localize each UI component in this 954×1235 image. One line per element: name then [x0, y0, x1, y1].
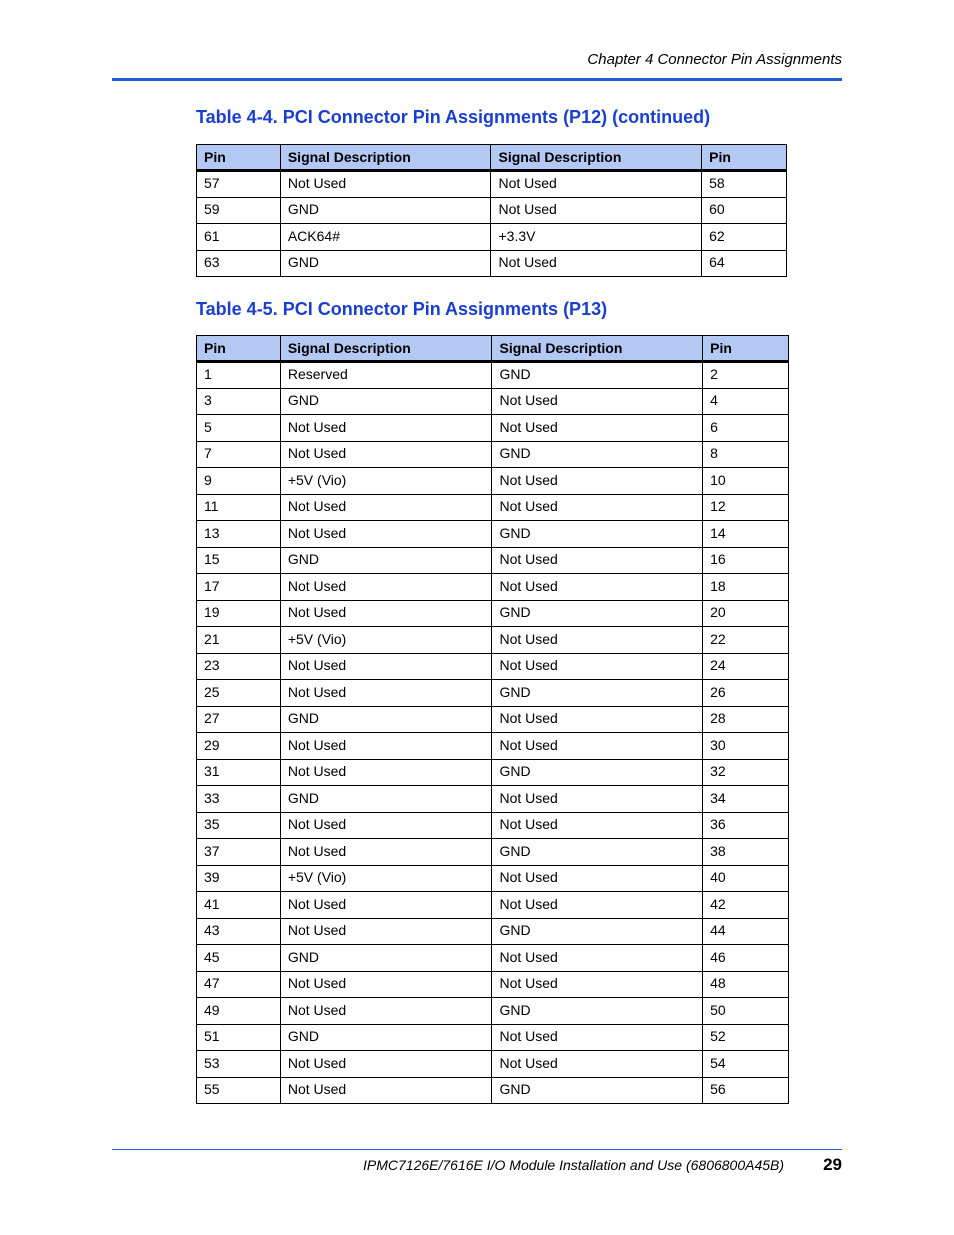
- pin-cell: 23: [197, 653, 281, 680]
- table-row: [197, 892, 789, 919]
- signal-description-cell: GND: [280, 1024, 492, 1051]
- pin-cell: 34: [703, 786, 789, 813]
- pin-cell: 10: [703, 468, 789, 495]
- signal-description-cell: Not Used: [491, 250, 702, 277]
- table-row: [197, 494, 789, 521]
- table-4-5-body: [197, 362, 789, 1104]
- signal-description-cell: Not Used: [492, 468, 703, 495]
- signal-description-cell: Not Used: [492, 1024, 703, 1051]
- pin-cell: 37: [197, 839, 281, 866]
- table-row: [197, 680, 789, 707]
- table-row: [197, 786, 789, 813]
- pin-cell: 52: [703, 1024, 789, 1051]
- pin-cell: 40: [703, 865, 789, 892]
- signal-description-cell: Not Used: [492, 892, 703, 919]
- column-header-pin: Pin: [702, 145, 787, 171]
- column-header-signal-description: Signal Description: [280, 336, 492, 362]
- pin-cell: 61: [197, 224, 281, 251]
- pin-cell: 63: [197, 250, 281, 277]
- table-row: [197, 388, 789, 415]
- signal-description-cell: GND: [280, 547, 492, 574]
- pin-cell: 51: [197, 1024, 281, 1051]
- column-header-pin: Pin: [703, 336, 789, 362]
- column-header-signal-description: Signal Description: [491, 145, 702, 171]
- pin-cell: 39: [197, 865, 281, 892]
- pin-cell: 62: [702, 224, 787, 251]
- pin-cell: 55: [197, 1077, 281, 1104]
- running-head: Chapter 4 Connector Pin Assignments: [587, 51, 842, 68]
- pin-cell: 43: [197, 918, 281, 945]
- signal-description-cell: Not Used: [492, 1051, 703, 1078]
- pin-cell: 31: [197, 759, 281, 786]
- header-rule: [112, 78, 842, 81]
- signal-description-cell: Not Used: [280, 521, 492, 548]
- pin-cell: 64: [702, 250, 787, 277]
- table-row: [197, 839, 789, 866]
- table-4-4-title: Table 4-4. PCI Connector Pin Assignments (P12) (continued): [196, 107, 711, 127]
- signal-description-cell: Not Used: [280, 574, 492, 601]
- pin-cell: 49: [197, 998, 281, 1025]
- signal-description-cell: Not Used: [492, 786, 703, 813]
- signal-description-cell: GND: [492, 680, 703, 707]
- signal-description-cell: Not Used: [280, 812, 492, 839]
- pin-cell: 2: [703, 362, 789, 389]
- signal-description-cell: +3.3V: [491, 224, 702, 251]
- table-4-5: [196, 335, 789, 1104]
- signal-description-cell: Not Used: [280, 653, 492, 680]
- pin-cell: 50: [703, 998, 789, 1025]
- column-header-signal-description: Signal Description: [492, 336, 703, 362]
- pin-cell: 1: [197, 362, 281, 389]
- pin-cell: 48: [703, 971, 789, 998]
- pin-cell: 33: [197, 786, 281, 813]
- pin-cell: 57: [197, 171, 281, 198]
- signal-description-cell: Not Used: [492, 415, 703, 442]
- pin-cell: 4: [703, 388, 789, 415]
- table-4-4: [196, 144, 787, 277]
- pin-cell: 53: [197, 1051, 281, 1078]
- column-header-pin: Pin: [197, 336, 281, 362]
- pin-cell: 13: [197, 521, 281, 548]
- table-row: [197, 468, 789, 495]
- signal-description-cell: Not Used: [492, 547, 703, 574]
- pin-cell: 12: [703, 494, 789, 521]
- signal-description-cell: +5V (Vio): [280, 865, 492, 892]
- signal-description-cell: GND: [492, 839, 703, 866]
- pin-cell: 11: [197, 494, 281, 521]
- signal-description-cell: Not Used: [492, 653, 703, 680]
- pin-cell: 30: [703, 733, 789, 760]
- pin-cell: 25: [197, 680, 281, 707]
- signal-description-cell: Not Used: [280, 441, 492, 468]
- pin-cell: 15: [197, 547, 281, 574]
- table-row: [197, 653, 789, 680]
- table-row: [197, 706, 789, 733]
- pin-cell: 42: [703, 892, 789, 919]
- pin-cell: 47: [197, 971, 281, 998]
- signal-description-cell: GND: [492, 441, 703, 468]
- signal-description-cell: Not Used: [280, 171, 491, 198]
- signal-description-cell: GND: [492, 1077, 703, 1104]
- table-row: [197, 1051, 789, 1078]
- table-row: [197, 362, 789, 389]
- table-row: [197, 600, 789, 627]
- pin-cell: 60: [702, 197, 787, 224]
- pin-cell: 44: [703, 918, 789, 945]
- signal-description-cell: Not Used: [492, 812, 703, 839]
- signal-description-cell: Not Used: [492, 945, 703, 972]
- table-row: [197, 998, 789, 1025]
- table-row: [197, 197, 787, 224]
- pin-cell: 6: [703, 415, 789, 442]
- signal-description-cell: Not Used: [280, 415, 492, 442]
- signal-description-cell: Reserved: [280, 362, 492, 389]
- pin-cell: 17: [197, 574, 281, 601]
- signal-description-cell: Not Used: [280, 892, 492, 919]
- column-header-pin: Pin: [197, 145, 281, 171]
- table-header-row: [197, 336, 789, 362]
- pin-cell: 56: [703, 1077, 789, 1104]
- signal-description-cell: Not Used: [280, 839, 492, 866]
- signal-description-cell: +5V (Vio): [280, 468, 492, 495]
- column-header-signal-description: Signal Description: [280, 145, 491, 171]
- table-row: [197, 759, 789, 786]
- table-row: [197, 865, 789, 892]
- signal-description-cell: Not Used: [280, 971, 492, 998]
- page-number: 29: [823, 1155, 842, 1174]
- table-header-row: [197, 145, 787, 171]
- pin-cell: 41: [197, 892, 281, 919]
- signal-description-cell: Not Used: [492, 971, 703, 998]
- pin-cell: 22: [703, 627, 789, 654]
- pin-cell: 24: [703, 653, 789, 680]
- table-row: [197, 627, 789, 654]
- pin-cell: 46: [703, 945, 789, 972]
- pin-cell: 9: [197, 468, 281, 495]
- pin-cell: 20: [703, 600, 789, 627]
- table-row: [197, 224, 787, 251]
- pin-cell: 5: [197, 415, 281, 442]
- signal-description-cell: Not Used: [491, 171, 702, 198]
- signal-description-cell: Not Used: [280, 494, 492, 521]
- signal-description-cell: Not Used: [491, 197, 702, 224]
- signal-description-cell: Not Used: [280, 1051, 492, 1078]
- signal-description-cell: Not Used: [280, 600, 492, 627]
- signal-description-cell: Not Used: [280, 759, 492, 786]
- table-row: [197, 521, 789, 548]
- signal-description-cell: Not Used: [280, 918, 492, 945]
- table-row: [197, 441, 789, 468]
- table-row: [197, 945, 789, 972]
- pin-cell: 16: [703, 547, 789, 574]
- pin-cell: 58: [702, 171, 787, 198]
- pin-cell: 7: [197, 441, 281, 468]
- signal-description-cell: GND: [280, 388, 492, 415]
- pin-cell: 35: [197, 812, 281, 839]
- signal-description-cell: Not Used: [492, 706, 703, 733]
- pin-cell: 29: [197, 733, 281, 760]
- signal-description-cell: GND: [280, 786, 492, 813]
- table-row: [197, 547, 789, 574]
- table-row: [197, 812, 789, 839]
- table-row: [197, 1024, 789, 1051]
- pin-cell: 54: [703, 1051, 789, 1078]
- table-row: [197, 415, 789, 442]
- table-row: [197, 574, 789, 601]
- signal-description-cell: GND: [280, 250, 491, 277]
- table-row: [197, 733, 789, 760]
- signal-description-cell: GND: [492, 918, 703, 945]
- table-row: [197, 1077, 789, 1104]
- signal-description-cell: +5V (Vio): [280, 627, 492, 654]
- signal-description-cell: Not Used: [280, 1077, 492, 1104]
- pin-cell: 59: [197, 197, 281, 224]
- signal-description-cell: GND: [492, 362, 703, 389]
- table-row: [197, 971, 789, 998]
- signal-description-cell: GND: [492, 759, 703, 786]
- signal-description-cell: Not Used: [280, 733, 492, 760]
- pin-cell: 36: [703, 812, 789, 839]
- pin-cell: 38: [703, 839, 789, 866]
- table-4-5-title: Table 4-5. PCI Connector Pin Assignments (P13): [196, 299, 608, 319]
- signal-description-cell: ACK64#: [280, 224, 491, 251]
- signal-description-cell: Not Used: [492, 865, 703, 892]
- signal-description-cell: GND: [492, 600, 703, 627]
- signal-description-cell: GND: [280, 197, 491, 224]
- footer-rule: [112, 1149, 842, 1150]
- table-row: [197, 918, 789, 945]
- signal-description-cell: Not Used: [280, 998, 492, 1025]
- pin-cell: 21: [197, 627, 281, 654]
- signal-description-cell: GND: [280, 706, 492, 733]
- pin-cell: 27: [197, 706, 281, 733]
- footer-doc-title: IPMC7126E/7616E I/O Module Installation and Use (6806800A45B): [363, 1157, 785, 1173]
- pin-cell: 32: [703, 759, 789, 786]
- pin-cell: 3: [197, 388, 281, 415]
- pin-cell: 45: [197, 945, 281, 972]
- pin-cell: 14: [703, 521, 789, 548]
- pin-cell: 18: [703, 574, 789, 601]
- signal-description-cell: Not Used: [492, 733, 703, 760]
- signal-description-cell: Not Used: [492, 494, 703, 521]
- table-row: [197, 250, 787, 277]
- pin-cell: 19: [197, 600, 281, 627]
- signal-description-cell: GND: [492, 521, 703, 548]
- signal-description-cell: Not Used: [492, 574, 703, 601]
- pin-cell: 26: [703, 680, 789, 707]
- signal-description-cell: GND: [492, 998, 703, 1025]
- signal-description-cell: Not Used: [280, 680, 492, 707]
- pin-cell: 8: [703, 441, 789, 468]
- signal-description-cell: Not Used: [492, 627, 703, 654]
- signal-description-cell: Not Used: [492, 388, 703, 415]
- table-4-4-body: [197, 171, 787, 277]
- pin-cell: 28: [703, 706, 789, 733]
- signal-description-cell: GND: [280, 945, 492, 972]
- table-row: [197, 171, 787, 198]
